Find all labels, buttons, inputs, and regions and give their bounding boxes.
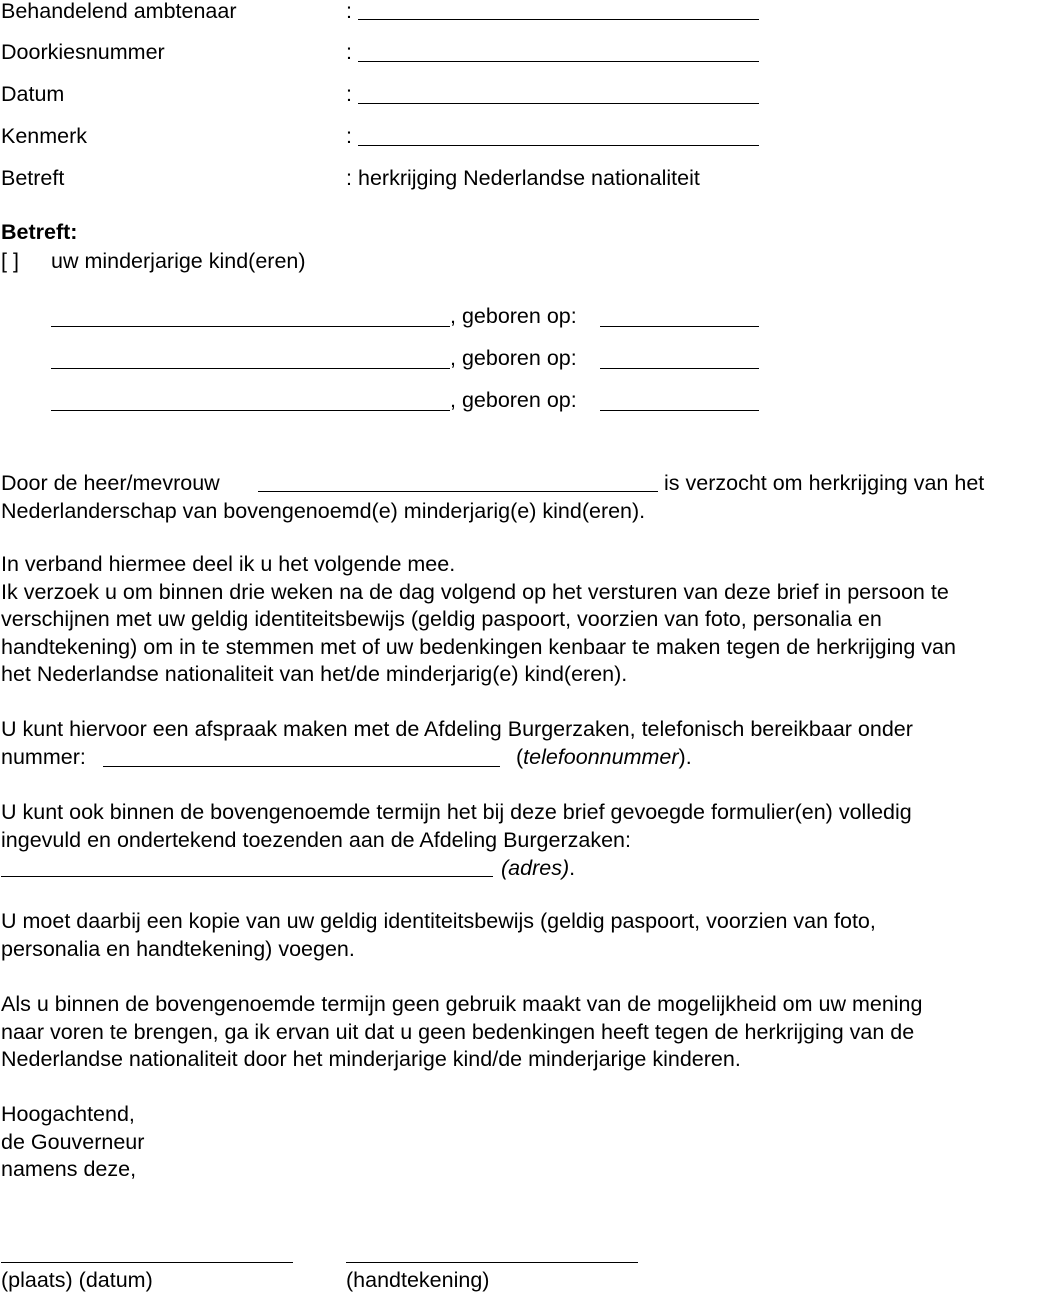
signature-label: (handtekening): [346, 1268, 490, 1292]
intro-line-2: Nederlanderschap van bovengenoemd(e) minderjarig(e) kind(eren).: [1, 499, 646, 523]
field-label-extension: Doorkiesnummer: [1, 40, 165, 64]
subject-heading: Betreft:: [1, 220, 78, 244]
closing-line: Hoogachtend,: [1, 1102, 135, 1126]
paragraph-line: Als u binnen de bovengenoemde termijn geen gebruik maakt van de mogelijkheid om uw mening: [1, 992, 923, 1016]
paragraph-line: personalia en handtekening) voegen.: [1, 936, 355, 961]
field-label-date: Datum: [1, 82, 65, 106]
child-born-label: , geboren op:: [450, 388, 577, 412]
intro-prefix: Door de heer/mevrouw: [1, 471, 220, 495]
field-label-official: Behandelend ambtenaar: [1, 0, 237, 23]
field-separator: :: [346, 82, 352, 106]
paragraph-line: Nederlandse nationaliteit door het minderjarige kind/de minderjarige kinderen.: [1, 1047, 741, 1071]
paragraph-consent: [1, 991, 922, 1074]
appointment-number-label: nummer:: [1, 745, 86, 769]
paragraph-invite: [1, 551, 956, 689]
closing-line: namens deze,: [1, 1157, 137, 1181]
field-line-extension[interactable]: [358, 61, 759, 62]
appointment-line-1: U kunt hiervoor een afspraak maken met de Afdeling Burgerzaken, telefonisch bereikbaar onder: [1, 717, 913, 741]
field-label-subject: Betreft: [1, 166, 65, 190]
place-date-line[interactable]: [1, 1262, 293, 1263]
field-separator: :: [346, 40, 352, 64]
field-value-subject: herkrijging Nederlandse nationaliteit: [358, 166, 700, 190]
paragraph-line: In verband hiermee deel ik u het volgende mee.: [1, 552, 456, 576]
subject-option-label: uw minderjarige kind(eren): [51, 249, 306, 273]
field-separator: :: [346, 166, 352, 190]
phone-number-line[interactable]: [103, 766, 500, 767]
form-option-line-2: ingevuld en ondertekend toezenden aan de Afdeling Burgerzaken:: [1, 828, 631, 852]
form-option-line-1: U kunt ook binnen de bovengenoemde termijn het bij deze brief gevoegde formulier(en) volledig: [1, 800, 912, 824]
address-line[interactable]: [1, 876, 493, 877]
child-date-line[interactable]: [600, 410, 759, 411]
field-label-reference: Kenmerk: [1, 124, 88, 148]
field-line-reference[interactable]: [358, 145, 759, 146]
phone-number-hint: (telefoonnummer).: [516, 745, 692, 769]
paragraph-line: U moet daarbij een kopie van uw geldig identiteitsbewijs (geldig paspoort, voorzien van foto,: [1, 909, 876, 933]
paragraph-line: Ik verzoek u om binnen drie weken na de dag volgend op het versturen van deze brief in persoon te: [1, 579, 949, 604]
child-born-label: , geboren op:: [450, 346, 577, 370]
place-date-label: (plaats) (datum): [1, 1268, 153, 1292]
child-date-line[interactable]: [600, 326, 759, 327]
signature-line[interactable]: [346, 1262, 638, 1263]
field-line-date[interactable]: [358, 103, 759, 104]
child-name-line[interactable]: [51, 326, 450, 327]
closing: [1, 1101, 144, 1184]
paragraph-line: verschijnen met uw geldig identiteitsbewijs (geldig paspoort, voorzien van foto, personalia en: [1, 607, 882, 631]
child-name-line[interactable]: [51, 410, 450, 411]
field-separator: :: [346, 0, 352, 23]
child-date-line[interactable]: [600, 368, 759, 369]
field-line-official[interactable]: [358, 19, 759, 20]
closing-line: de Gouverneur: [1, 1129, 145, 1154]
paragraph-line: handtekening) om in te stemmen met of uw bedenkingen kenbaar te maken tegen de herkrijging van: [1, 634, 956, 659]
requester-name-line[interactable]: [258, 491, 658, 492]
child-name-line[interactable]: [51, 368, 450, 369]
paragraph-line: het Nederlandse nationaliteit van het/de minderjarig(e) kind(eren).: [1, 662, 628, 686]
paragraph-line: naar voren te brengen, ga ik ervan uit dat u geen bedenkingen heeft tegen de herkrijging van de: [1, 1019, 915, 1044]
field-separator: :: [346, 124, 352, 148]
address-hint: (adres).: [501, 856, 576, 880]
paragraph-copy: [1, 908, 876, 963]
child-born-label: , geboren op:: [450, 304, 577, 328]
intro-suffix: is verzocht om herkrijging van het: [664, 471, 985, 495]
subject-checkbox[interactable]: [ ]: [1, 249, 19, 273]
